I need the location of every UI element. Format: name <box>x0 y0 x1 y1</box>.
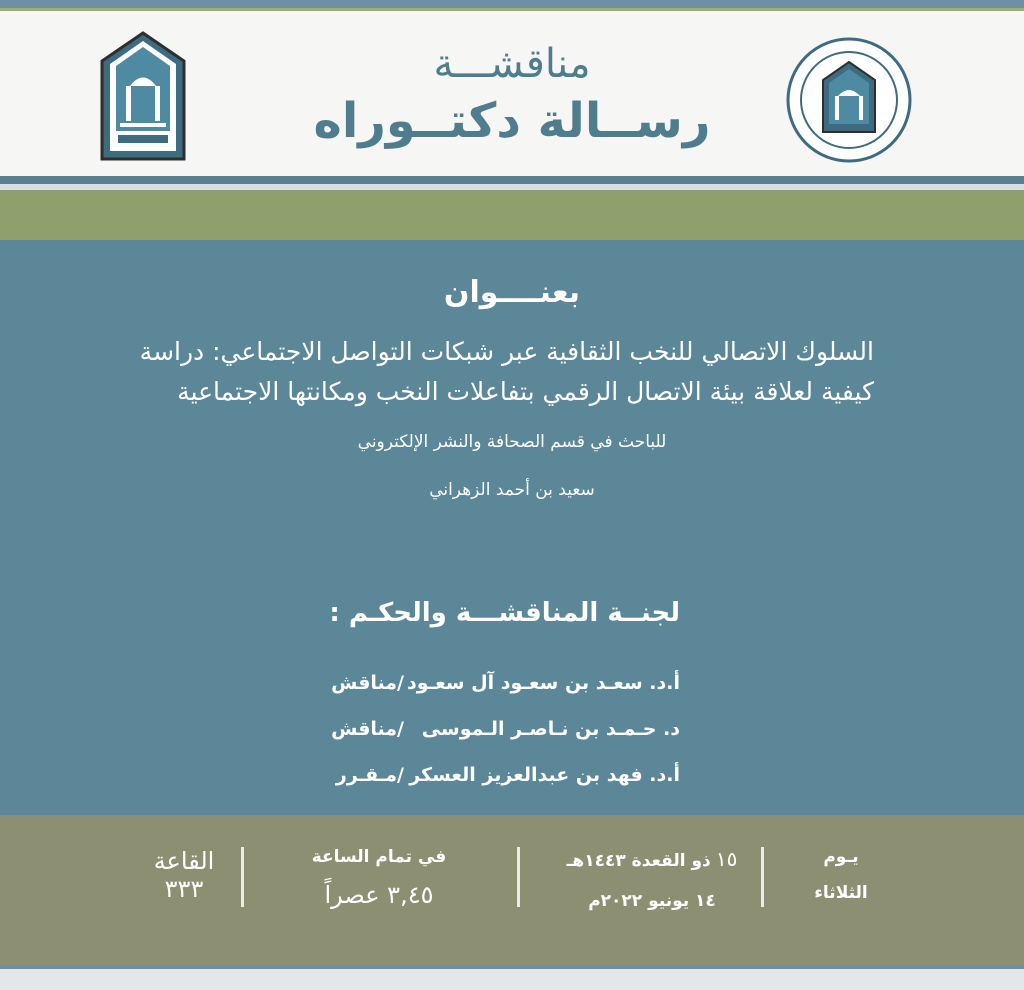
thesis-title-line-1: السلوك الاتصالي للنخب الثقافية عبر شبكات التواصل الاجتماعي: دراسة <box>139 337 874 366</box>
heading: بعنــــوان <box>443 275 581 310</box>
committee-member <box>0 718 1024 754</box>
header-title-small: مناقشـــة <box>433 41 591 87</box>
band-dark <box>0 176 1024 184</box>
committee-heading: لجنــة المناقشـــة والحكـم : <box>329 598 680 628</box>
member-name: أ.د. فهد بن عبدالعزيز العسكر <box>409 764 680 786</box>
hijri-month: ذو القعدة ١٤٤٣هـ <box>566 851 711 871</box>
time-column <box>294 847 464 909</box>
member-name: أ.د. سعـد بن سعـود آل سعـود <box>406 672 680 694</box>
day-label: يـوم <box>823 847 859 867</box>
divider <box>517 847 520 907</box>
hijri-day: ١٥ <box>715 847 738 871</box>
day-column <box>786 847 896 903</box>
date-column <box>562 847 742 911</box>
researcher-label: للباحث في قسم الصحافة والنشر الإلكتروني <box>357 432 667 452</box>
thesis-title <box>114 332 874 412</box>
thesis-title-line-2: كيفية لعلاقة بيئة الاتصال الرقمي بتفاعلات النخب ومكانتها الاجتماعية <box>177 377 874 406</box>
college-media-seal-icon <box>785 36 913 164</box>
header <box>0 11 1024 176</box>
header-title-big: رســالة دكتــوراه <box>313 93 711 149</box>
band-green <box>0 190 1024 240</box>
member-role: /مناقش <box>331 718 404 740</box>
room-label: القاعة <box>153 847 215 875</box>
room-column <box>144 847 224 903</box>
committee-member <box>0 672 1024 708</box>
time-label: في تمام الساعة <box>311 847 447 867</box>
footer-info-bar <box>0 815 1024 965</box>
gregorian-date: ١٤ يونيو ٢٠٢٢م <box>588 891 716 911</box>
time-value: ٣,٤٥ عصراً <box>324 881 434 909</box>
room-value: ٣٣٣ <box>164 875 204 903</box>
divider <box>761 847 764 907</box>
divider <box>241 847 244 907</box>
top-strip <box>0 0 1024 8</box>
member-role: /مـقـرر <box>335 764 404 786</box>
main-panel <box>0 240 1024 815</box>
committee-member <box>0 764 1024 800</box>
researcher-name: سعيد بن أحمد الزهراني <box>429 480 595 500</box>
member-role: /مناقش <box>331 672 404 694</box>
hijri-date <box>562 847 742 871</box>
day-value: الثلاثاء <box>814 883 868 903</box>
footer-bottom-line <box>0 965 1024 969</box>
member-name: د. حـمـد بن نـاصـر الـموسى <box>421 718 680 740</box>
imam-university-logo-icon <box>100 31 186 161</box>
